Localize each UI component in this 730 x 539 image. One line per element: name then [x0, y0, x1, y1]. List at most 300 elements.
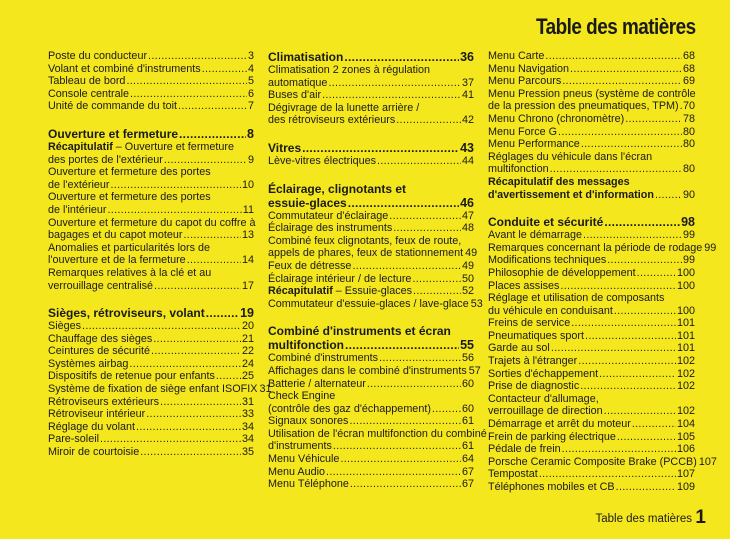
toc-entry[interactable]	[488, 481, 695, 494]
entry-row	[488, 189, 695, 202]
entry-title: Dispositifs de retenue pour enfants	[48, 370, 215, 383]
entry-title: de l'extérieur	[48, 178, 110, 191]
toc-entry[interactable]	[48, 50, 254, 63]
entry-row	[488, 254, 695, 267]
toc-entry[interactable]	[268, 378, 474, 391]
page-ref: 24	[241, 357, 254, 370]
entry-line: Menu Pression pneus (système de contrôle	[488, 87, 696, 100]
toc-entry[interactable]	[48, 358, 254, 371]
entry-line: Anomalies et particularités lors de	[48, 241, 211, 254]
entry-title: d'avertissement et d'information	[488, 188, 654, 201]
page-ref: 106	[676, 443, 695, 456]
toc-entry[interactable]	[488, 342, 695, 355]
toc-entry[interactable]	[488, 113, 695, 126]
toc-entry[interactable]	[48, 433, 254, 446]
entry-row	[488, 267, 695, 280]
toc-entry[interactable]	[268, 390, 474, 415]
toc-entry[interactable]	[488, 380, 695, 393]
entry-row	[48, 63, 254, 76]
page-ref: 57	[468, 364, 481, 377]
entry-row	[268, 141, 474, 155]
page-ref: 31	[259, 383, 272, 396]
entry-row	[48, 280, 254, 293]
entry-title: Menu Carte	[488, 50, 545, 62]
entry-title: Pédale de frein	[488, 443, 561, 456]
toc-entry[interactable]	[488, 280, 695, 293]
entry-line: Ouverture et fermeture des portes	[48, 166, 211, 179]
toc-entry[interactable]	[268, 89, 474, 102]
toc-entry[interactable]	[48, 166, 254, 191]
entry-row	[268, 466, 474, 479]
entry-title: Menu Audio	[268, 465, 326, 478]
dot-leader	[179, 127, 246, 141]
page-ref: 41	[461, 89, 474, 102]
toc-entry[interactable]	[268, 210, 474, 223]
entry-row	[268, 378, 474, 391]
dot-leader	[583, 229, 682, 242]
entry-line: Contacteur d'allumage,	[488, 392, 599, 405]
entry-title: verrouillage centralisé	[48, 279, 154, 292]
page-ref: 99	[682, 229, 695, 242]
entry-title: Freins de service	[488, 317, 571, 330]
page-ref: 70	[682, 100, 695, 113]
entry-row	[48, 88, 254, 101]
entry-title: Porsche Ceramic Composite Brake (PCCB)	[488, 455, 697, 468]
toc-entry[interactable]	[268, 155, 474, 168]
toc-entry[interactable]	[268, 285, 474, 298]
toc-entry[interactable]	[48, 333, 254, 346]
page-ref: 102	[676, 405, 695, 418]
entry-row	[488, 113, 695, 126]
entry-title: Climatisation	[268, 50, 344, 64]
dot-leader	[604, 215, 680, 229]
entry-title: Avant le démarrage	[488, 229, 583, 242]
page-ref: 53	[470, 297, 483, 310]
dot-leader	[130, 88, 247, 101]
page-ref: 80	[682, 138, 695, 151]
dot-leader	[216, 370, 241, 383]
entry-row	[268, 415, 474, 428]
page-ref: 4	[247, 62, 254, 75]
entry-title: Philosophie de développement	[488, 266, 636, 279]
entry-title: appels de phares, feux de stationnement	[268, 247, 464, 260]
page-ref: 104	[676, 418, 695, 431]
dot-leader	[148, 50, 247, 63]
toc-section[interactable]	[48, 127, 254, 141]
toc-entry[interactable]	[488, 75, 695, 88]
entry-title: Trajets à l'étranger	[488, 355, 578, 368]
dot-leader	[632, 418, 676, 431]
dot-leader	[393, 222, 461, 235]
entry-row	[268, 210, 474, 223]
entry-title: Démarrage et arrêt du moteur	[488, 418, 631, 431]
dot-leader	[545, 50, 682, 63]
toc-entry[interactable]	[268, 352, 474, 365]
entry-title: Chauffage des sièges	[48, 332, 153, 345]
dot-leader	[344, 50, 459, 64]
toc-entry[interactable]	[268, 64, 474, 89]
dot-leader	[680, 100, 682, 113]
toc-entry[interactable]	[268, 478, 474, 491]
entry-row	[48, 421, 254, 434]
toc-entry[interactable]	[48, 370, 254, 383]
dot-leader	[202, 63, 247, 76]
entry-row	[48, 127, 254, 141]
toc-entry[interactable]	[48, 217, 254, 242]
toc-entry[interactable]	[488, 443, 695, 456]
toc-entry[interactable]	[268, 427, 487, 453]
dot-leader	[350, 478, 461, 491]
dot-leader	[352, 260, 461, 273]
entry-line	[48, 141, 254, 154]
entry-row	[488, 330, 695, 343]
entry-row	[48, 306, 254, 320]
toc-entry[interactable]	[488, 63, 695, 76]
page-ref: 21	[241, 332, 254, 345]
page-ref: 34	[241, 420, 254, 433]
entry-row	[48, 433, 254, 446]
page-ref: 101	[676, 317, 695, 330]
entry-bold-text: Récapitulatif	[268, 285, 333, 298]
entry-title: Prise de diagnostic	[488, 380, 580, 393]
entry-row	[268, 50, 474, 64]
entry-line: Combiné feux clignotants, feux de route,	[268, 234, 462, 247]
toc-section[interactable]	[268, 324, 474, 352]
entry-row	[48, 383, 272, 396]
entry-title: Ceintures de sécurité	[48, 345, 151, 358]
page-ref: 68	[682, 50, 695, 62]
page-ref: 102	[676, 380, 695, 393]
toc-entry[interactable]	[488, 455, 717, 469]
entry-title: Conduite et sécurité	[488, 215, 604, 230]
page-ref: 36	[460, 50, 474, 64]
entry-row	[268, 196, 474, 210]
dot-leader	[412, 273, 461, 286]
entry-row	[488, 431, 695, 444]
dot-leader	[178, 100, 247, 113]
dot-leader	[637, 267, 676, 280]
toc-entry[interactable]	[48, 242, 254, 267]
toc-section[interactable]	[268, 141, 474, 155]
entry-bold-text: Récapitulatif	[48, 140, 113, 153]
dot-leader	[389, 210, 461, 223]
toc-entry[interactable]	[488, 241, 717, 255]
page-ref: 14	[241, 254, 254, 267]
dot-leader	[82, 320, 241, 333]
entry-row	[488, 368, 695, 381]
toc-entry[interactable]	[488, 50, 695, 63]
dot-leader	[558, 126, 682, 139]
toc-entry[interactable]	[488, 368, 695, 381]
page-ref: 8	[247, 126, 254, 141]
page-ref: 56	[461, 352, 474, 365]
entry-row	[48, 254, 254, 267]
page-ref: 99	[704, 241, 717, 254]
entry-row	[268, 114, 474, 127]
entry-row	[488, 317, 695, 330]
entry-row	[488, 455, 717, 469]
dot-leader	[367, 378, 461, 391]
toc-entry[interactable]	[268, 415, 474, 428]
page-ref: 61	[461, 415, 474, 428]
entry-row	[48, 446, 254, 459]
entry-line: Ouverture et fermeture du capot du coffre à	[48, 216, 256, 229]
dot-leader	[539, 468, 676, 481]
entry-title: des rétroviseurs extérieurs	[268, 114, 396, 127]
page-ref: 11	[242, 203, 254, 216]
toc-entry[interactable]	[48, 141, 254, 166]
page-ref: 44	[461, 154, 474, 167]
dot-leader	[136, 421, 241, 434]
entry-row	[48, 396, 254, 409]
page-ref: 19	[240, 306, 254, 321]
toc-entry[interactable]	[488, 355, 695, 368]
entry-row	[48, 50, 254, 63]
toc-entry[interactable]	[488, 254, 695, 267]
toc-section[interactable]	[48, 306, 254, 320]
entry-title: multifonction	[268, 338, 344, 353]
dot-leader	[581, 138, 682, 151]
entry-row	[48, 154, 254, 167]
toc-entry[interactable]	[48, 100, 254, 113]
entry-row	[48, 320, 254, 333]
entry-title: Vitres	[268, 140, 302, 155]
entry-title: verrouillage de direction	[488, 405, 603, 418]
toc-entry[interactable]	[268, 466, 474, 479]
dot-leader	[562, 75, 682, 88]
page-ref: 42	[461, 114, 474, 127]
dot-leader	[129, 358, 241, 371]
toc-entry[interactable]	[488, 267, 695, 280]
page-ref: 78	[682, 112, 695, 125]
dot-leader	[413, 285, 461, 298]
entry-title: Feux de détresse	[268, 259, 352, 272]
page-ref: 100	[676, 279, 695, 292]
entry-row	[488, 405, 695, 418]
entry-bold-line: Récapitulatif des messages	[488, 175, 630, 188]
entry-title: de l'intérieur	[48, 203, 107, 216]
dot-leader	[326, 466, 461, 479]
toc-entry[interactable]	[48, 383, 272, 396]
entry-text: – Ouverture et fermeture	[112, 140, 235, 153]
page-ref: 107	[676, 468, 695, 481]
toc-section[interactable]	[488, 215, 695, 229]
entry-title: Places assises	[488, 279, 560, 292]
dot-leader	[140, 446, 241, 459]
entry-row	[268, 297, 483, 311]
toc-entry[interactable]	[488, 176, 695, 201]
entry-row	[268, 77, 474, 90]
entry-row	[268, 403, 474, 416]
entry-row	[48, 408, 254, 421]
entry-title: Garde au sol	[488, 342, 550, 355]
toc-entry[interactable]	[48, 320, 254, 333]
dot-leader	[617, 431, 676, 444]
dot-leader	[160, 396, 241, 409]
entry-title: Affichages dans le combiné d'instruments	[268, 364, 467, 377]
entry-row	[488, 443, 695, 456]
dot-leader	[345, 338, 459, 352]
toc-entry[interactable]	[48, 345, 254, 358]
dot-leader	[655, 189, 682, 202]
entry-title: (contrôle des gaz d'échappement)	[268, 402, 431, 415]
entry-title: automatique	[268, 76, 328, 89]
entry-row	[488, 215, 695, 229]
entry-title: Miroir de courtoisie	[48, 446, 140, 459]
page-ref: 13	[241, 229, 254, 242]
entry-title: Tempostat	[488, 468, 538, 481]
entry-row	[268, 352, 474, 365]
entry-title: Éclairage des instruments	[268, 222, 393, 235]
entry-title: Signaux sonores	[268, 415, 349, 428]
entry-row	[488, 241, 717, 255]
entry-row	[48, 345, 254, 358]
dot-leader	[146, 408, 241, 421]
toc-entry[interactable]	[48, 421, 254, 434]
entry-title: Modifications techniques	[488, 254, 607, 267]
page-ref: 64	[461, 453, 474, 466]
entry-title: Tableau de bord	[48, 75, 126, 88]
dot-leader	[153, 333, 241, 346]
entry-line: Check Engine	[268, 390, 336, 403]
toc-entry[interactable]	[488, 393, 695, 418]
page-ref: 10	[241, 178, 254, 191]
toc-entry[interactable]	[488, 151, 695, 176]
page-ref: 20	[241, 320, 254, 333]
toc-entry[interactable]	[268, 234, 478, 260]
page-ref: 9	[247, 153, 254, 166]
dot-leader	[604, 405, 676, 418]
entry-title: Éclairage intérieur / de lecture	[268, 272, 412, 285]
toc-entry[interactable]	[48, 75, 254, 88]
entry-row	[488, 418, 695, 431]
dot-leader	[550, 163, 682, 176]
toc-entry[interactable]	[48, 396, 254, 409]
dot-leader	[328, 77, 461, 90]
entry-title: Menu Navigation	[488, 62, 570, 75]
entry-title: Téléphones mobiles et CB	[488, 481, 615, 493]
toc-entry[interactable]	[488, 126, 695, 139]
page-ref: 60	[461, 377, 474, 390]
entry-title: Commutateur d'éclairage	[268, 209, 389, 222]
toc-entry[interactable]	[268, 364, 481, 378]
page-ref: 48	[461, 222, 474, 235]
section-title-line: Éclairage, clignotants et	[268, 181, 407, 196]
toc-section[interactable]	[268, 182, 474, 210]
dot-leader	[302, 141, 459, 155]
dot-leader	[570, 63, 682, 76]
toc-entry[interactable]	[488, 330, 695, 343]
page-ref: 3	[247, 50, 254, 62]
dot-leader	[396, 114, 461, 127]
entry-title: l'ouverture et de la fermeture	[48, 254, 186, 267]
entry-title: de la pression des pneumatiques, TPM)	[488, 100, 679, 113]
entry-title: Menu Chrono (chronomètre)	[488, 112, 625, 125]
page-ref: 52	[461, 285, 474, 298]
page-ref: 55	[460, 338, 474, 353]
entry-title: Ouverture et fermeture	[48, 126, 179, 141]
dot-leader	[625, 113, 682, 126]
toc-entry[interactable]	[268, 260, 474, 273]
dot-leader	[614, 305, 676, 318]
toc-entry[interactable]	[268, 453, 474, 466]
toc-entry[interactable]	[48, 408, 254, 421]
toc-entry[interactable]	[488, 229, 695, 242]
page-ref: 68	[682, 62, 695, 75]
page-ref: 37	[461, 76, 474, 89]
toc-entry[interactable]	[488, 292, 695, 317]
entry-row	[48, 179, 254, 192]
dot-leader	[432, 403, 461, 416]
entry-title: Buses d'air	[268, 89, 322, 102]
dot-leader	[187, 254, 241, 267]
dot-leader	[183, 229, 241, 242]
entry-title: Menu Force G	[488, 125, 558, 138]
dot-leader	[110, 179, 241, 192]
entry-line: Climatisation 2 zones à régulation	[268, 64, 431, 76]
toc-entry[interactable]	[48, 267, 254, 292]
toc-entry[interactable]	[488, 418, 695, 431]
entry-row	[268, 285, 474, 298]
toc-column-2	[268, 50, 487, 491]
toc-entry[interactable]	[48, 88, 254, 101]
entry-row	[268, 478, 474, 491]
page-ref: 46	[460, 195, 474, 210]
toc-entry[interactable]	[488, 88, 695, 113]
entry-row	[488, 342, 695, 355]
entry-title: Volant et combiné d'instruments	[48, 62, 201, 75]
page-title: Table des matières	[536, 14, 696, 39]
dot-leader	[333, 440, 461, 453]
dot-leader	[126, 75, 247, 88]
entry-row	[268, 89, 474, 102]
entry-title: bagages et du capot moteur	[48, 229, 183, 242]
page-ref: 7	[247, 100, 254, 113]
entry-row	[488, 50, 695, 63]
entry-text: – Essuie-glaces	[332, 285, 413, 298]
page-ref: 101	[676, 329, 695, 342]
toc-entry[interactable]	[48, 63, 254, 76]
entry-row	[488, 100, 695, 113]
toc-entry[interactable]	[268, 222, 474, 235]
entry-row	[268, 247, 478, 260]
entry-row	[488, 126, 695, 139]
entry-row	[48, 100, 254, 113]
entry-row	[268, 440, 474, 453]
entry-line: Réglages du véhicule dans l'écran	[488, 150, 653, 163]
entry-row	[268, 273, 474, 286]
entry-title: Lève-vitres électriques	[268, 154, 377, 167]
entry-row	[48, 204, 254, 217]
entry-row	[488, 229, 695, 242]
toc-entry[interactable]	[48, 446, 254, 459]
toc-entry[interactable]	[48, 191, 254, 216]
dot-leader	[340, 453, 461, 466]
toc-entry[interactable]	[488, 468, 695, 481]
toc-entry[interactable]	[268, 102, 474, 127]
page-ref: 33	[241, 408, 254, 421]
entry-row	[488, 75, 695, 88]
toc-entry[interactable]	[488, 138, 695, 151]
entry-title: Rétroviseurs extérieurs	[48, 395, 160, 408]
page-ref: 90	[682, 188, 695, 201]
toc-entry[interactable]	[268, 273, 474, 286]
toc-entry[interactable]	[488, 431, 695, 444]
toc-section[interactable]	[268, 50, 474, 64]
toc-entry[interactable]	[268, 297, 483, 311]
toc-entry[interactable]	[488, 317, 695, 330]
entry-row	[268, 364, 481, 378]
